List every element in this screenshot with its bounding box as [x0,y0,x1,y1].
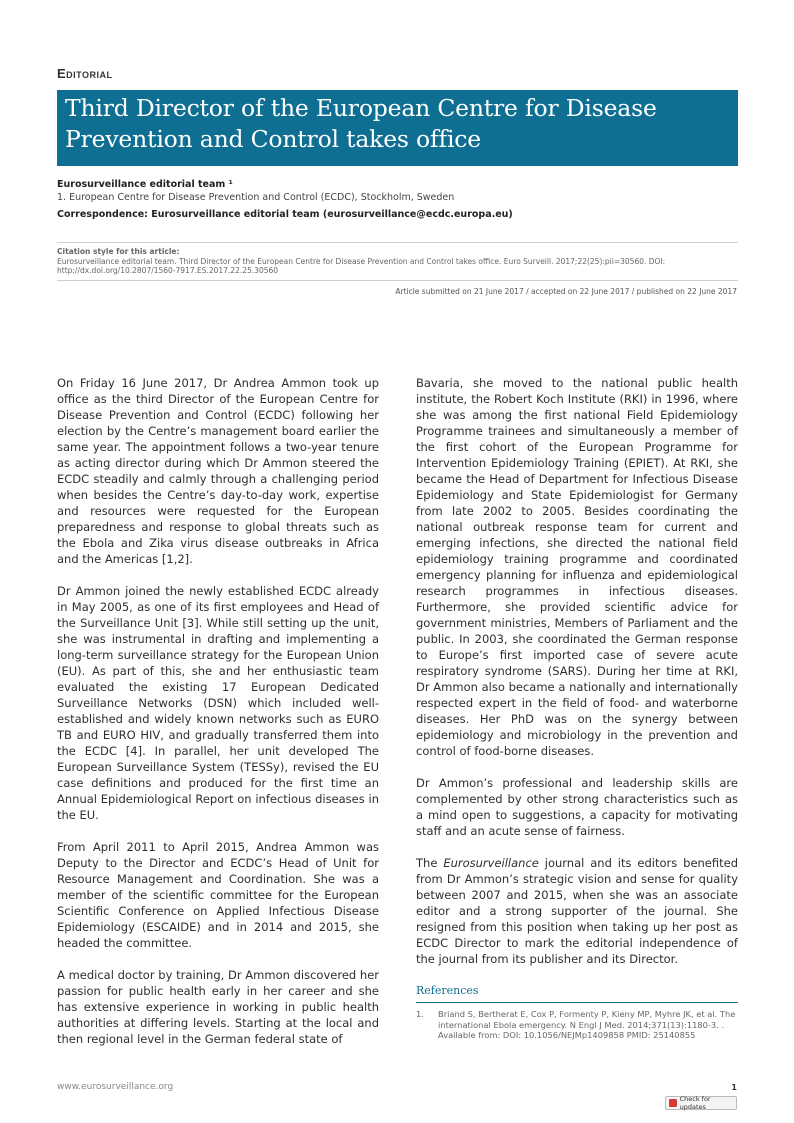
check-for-updates-button[interactable] [665,1096,737,1110]
title-banner [57,90,738,166]
body-paragraph: A medical doctor by training, Dr Ammon discovered her passion for public health early in her career and she has extensive experience in working in public health authorities at differing levels. Starting at the local and then regional level in the German federal state of [57,968,379,1046]
divider [57,242,738,243]
body-paragraph: On Friday 16 June 2017, Dr Andrea Ammon took up office as the third Director of the European Centre for Disease Prevention and Control (ECDC) following her election by the Centre’s management board earlier the same year. The appointment follows a two-year tenure as acting director during which Dr Ammon steered the ECDC steadily and calmly through a challenging period when besides the Centre’s day-to-day work, expertise and resources were requested for the European preparedness and response to global threats such as the Ebola and Zika virus disease outbreaks in Africa and the Americas [1,2]. [57,376,379,566]
body-column-right [416,375,738,1041]
affiliation: 1. European Centre for Disease Prevention and Control (ECDC), Stockholm, Sweden [57,192,455,203]
author-names: Eurosurveillance editorial team ¹ [57,179,233,190]
page-number: 1 [731,1083,737,1092]
body-paragraph: From April 2011 to April 2015, Andrea Ammon was Deputy to the Director and ECDC’s Head of Unit for Resource Management and Coordination. She was a member of the scientific committee for the European Scientific Conference on Applied Infectious Disease Epidemiology (ESCAIDE) and in 2014 and 2015, she headed the committee. [57,840,379,950]
check-for-updates-label: Check for updates [679,1095,711,1111]
body-paragraph: Bavaria, she moved to the national public health institute, the Robert Koch Institute (RKI) in 1996, where she was among the first national Field Epidemiology Programme trainees and simultaneously a member of the first cohort of the European Programme for Intervention Epidemiology Training (EPIET). At RKI, she became the Head of Department for Infectious Disease Epidemiology and State Epidemiologist for Germany from late 2002 to 2005. Besides coordinating the national outbreak response team for current and emerging infections, she directed the national field epidemiology training programme and coordinated emergency planning for influenza and epidemiological research programmes in infectious diseases. Furthermore, she provided scientific advice for government ministries, Members of Parliament and the public. In 2003, she coordinated the German response to Europe’s first imported case of severe acute respiratory syndrome (SARS). During her time at RKI, Dr Ammon also became a nationally and internationally respected expert in the field of food- and waterborne diseases. Her PhD was on the synergy between epidemiology and microbiology in the prevention and control of food-borne diseases. [416,376,738,758]
citation-label: Citation style for this article: [57,247,180,256]
body-paragraph: Dr Ammon joined the newly established ECDC already in May 2005, as one of its first employees and Head of the Surveillance Unit [3]. While still setting up the unit, she was instrumental in drafting and implementing a long-term surveillance strategy for the European Union (EU). As part of this, she and her enthusiastic team evaluated the existing 17 European Dedicated Surveillance Networks (DSN) which included well-established and widely known networks such as EURO TB and EURO HIV, and gradually transferred them into the ECDC [4]. In parallel, her unit developed The European Surveillance System (TESSy), revised the EU case definitions and produced for the first time an Annual Epidemiological Report on infectious diseases in the EU. [57,584,379,822]
body-column-left [57,375,379,1063]
body-paragraph: Dr Ammon’s professional and leadership skills are complemented by other strong characteristics such as a mind open to suggestions, a capacity for motivating staff and an acute sense of fairness. [416,776,738,838]
citation-text: Eurosurveillance editorial team. Third Director of the European Centre for Disease Prevention and Control takes office. Euro Surveill. 2017;22(25):pii=30560. DOI: http://dx.doi.org/10.2807/1560-7917.ES.2017.22.25.30560 [57,256,666,275]
article-dates: Article submitted on 21 June 2017 / accepted on 22 June 2017 / published on 22 June 2017 [395,287,737,296]
divider [57,280,738,281]
correspondence: Correspondence: Eurosurveillance editorial team (eurosurveillance@ecdc.europa.eu) [57,209,513,220]
citation-block [57,247,738,276]
article-title: Third Director of the European Centre for Disease Prevention and Control takes office [65,94,657,153]
references-heading: References [416,983,738,1003]
crossmark-icon [669,1099,677,1107]
reference-number: 1. [416,1009,424,1019]
body-paragraph: The Eurosurveillance journal and its editors benefited from Dr Ammon’s strategic vision and sense for quality between 2007 and 2015, when she was an associate editor and a strong supporter of the journal. She resigned from this position when taking up her post as ECDC Director to mark the editorial independence of the journal from its publisher and its Director. [416,856,739,966]
author-block [57,178,738,221]
reference-text: Briand S, Bertherat E, Cox P, Formenty P, Kieny MP, Myhre JK, et al. The international Ebola emergency. N Engl J Med. 2014;371(13):1180-3. . Available from: DOI: 10.1056/NEJMp1409858 PMID: 25140855 [438,1009,736,1040]
journal-name: Eurosurveillance [443,856,539,870]
footer-url[interactable]: www.eurosurveillance.org [57,1082,174,1092]
section-label: Editorial [57,66,113,81]
reference-item [416,1009,738,1041]
